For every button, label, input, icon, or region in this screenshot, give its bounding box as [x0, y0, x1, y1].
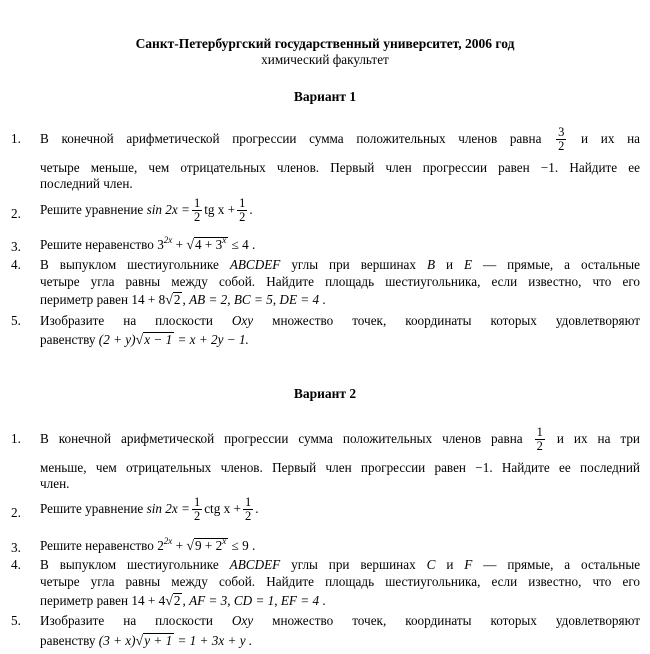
fraction: [192, 496, 202, 523]
problem-text: периметр равен: [40, 292, 129, 307]
problem-text-line: четыре меньше, чем отрицательных членов. Первый член прогрессии равен −1. Найдите ее: [40, 160, 640, 175]
polygon-name: ABCDEF: [229, 557, 281, 572]
vertex-label: E: [464, 257, 473, 272]
radicand: [194, 237, 228, 253]
problem-text: периметр равен: [40, 593, 129, 608]
radical-sign: √: [165, 293, 173, 308]
problem-number: 4.: [11, 257, 21, 272]
problem-text: и: [446, 557, 454, 572]
fraction-numerator: 1: [239, 196, 246, 211]
problem-text-line: [40, 313, 640, 330]
side-length: AF = 3: [189, 593, 228, 608]
problem-number: 1.: [11, 131, 21, 146]
problem-number: 3.: [11, 239, 21, 254]
equation-part: .: [249, 202, 253, 217]
radical-sign: √: [165, 594, 173, 609]
problem-text: В выпуклом шестиугольнике: [40, 257, 219, 272]
variant-2-heading: Вариант 2: [293, 386, 357, 401]
problem-text: углы при вершинах: [291, 557, 416, 572]
radicand-text: 4 + 3: [195, 237, 223, 252]
exponent: 2x: [163, 235, 173, 245]
vertex-label: C: [426, 557, 436, 572]
equation-part: .: [255, 501, 259, 516]
problem-number: 5.: [11, 313, 21, 328]
equation-part: (3 + x): [98, 633, 136, 648]
problem-number: 2.: [11, 505, 21, 520]
problem-text: Изобразите на плоскости: [40, 313, 213, 328]
equation-part: sin 2x =: [146, 501, 190, 516]
side-length: BC = 5: [233, 292, 273, 307]
problem-text: и их на: [581, 131, 640, 146]
problem-text: Решите неравенство: [40, 237, 154, 252]
radicand: x − 1: [144, 332, 173, 347]
side-length: CD = 1: [233, 593, 275, 608]
fraction: [243, 496, 253, 523]
equation-part: ≤ 9 .: [231, 538, 256, 553]
radicand: y + 1: [144, 633, 173, 648]
problem-text: В конечной арифметической прогрессии сумма положительных членов равна: [40, 131, 542, 146]
problem-text-line: последний член.: [40, 176, 133, 191]
problem-text-line: меньше, чем отрицательных членов. Первый член прогрессии равен −1. Найдите ее последний: [40, 460, 640, 475]
problem-text-line: четыре угла равны между собой. Найдите площадь шестиугольника, если известно, что его: [40, 274, 640, 289]
equation-part: (2 + y): [98, 332, 136, 347]
problem-text: углы при вершинах: [291, 257, 417, 272]
document-title: Санкт-Петербургский государственный университет, 2006 год: [135, 36, 515, 51]
fraction-denominator: 2: [193, 210, 201, 225]
problem-text: В конечной арифметической прогрессии сумма положительных членов равна: [40, 431, 523, 446]
problem-text-line: [40, 538, 640, 556]
fraction-numerator: 1: [193, 495, 201, 510]
problem-text: множество точек, координаты которых удовлетворяют: [272, 613, 641, 628]
equation-part: +: [175, 237, 184, 252]
problem-text: Решите уравнение: [40, 202, 144, 217]
problem-text-line: [40, 122, 640, 156]
variant-1-heading: Вариант 1: [293, 89, 357, 104]
polygon-name: ABCDEF: [229, 257, 281, 272]
fraction-numerator: 1: [193, 196, 201, 211]
problem-text-line: [40, 194, 640, 226]
fraction-denominator: 2: [536, 439, 543, 454]
problem-number: 4.: [11, 557, 21, 572]
equation-part: +: [175, 538, 184, 553]
fraction-denominator: 2: [239, 210, 246, 225]
problem-text: — прямые, а остальные: [483, 557, 641, 572]
problem-text: равенству: [40, 633, 96, 648]
radicand: [194, 538, 228, 554]
fraction-numerator: 1: [536, 425, 543, 440]
fraction: [556, 126, 566, 153]
radical-sign: √: [135, 333, 144, 348]
problem-text-line: [40, 493, 640, 525]
problem-text-line: четыре угла равны между собой. Найдите площадь шестиугольника, если известно, что его: [40, 574, 640, 589]
exponent: 2x: [163, 536, 173, 546]
fraction-denominator: 2: [558, 139, 565, 154]
radical-sign: √: [186, 238, 195, 253]
radical-sign: √: [135, 634, 144, 649]
problem-number: 2.: [11, 206, 21, 221]
problem-number: 1.: [11, 431, 21, 446]
problem-text-line: периметр равен 14 + 4√2 , AF = 3, CD = 1, EF = 4 .: [40, 593, 326, 609]
equation-part: ≤ 4 .: [231, 237, 256, 252]
problem-text-line: [40, 332, 640, 350]
problem-text: равенству: [40, 332, 96, 347]
vertex-label: F: [464, 557, 473, 572]
problem-text-line: [40, 237, 640, 255]
equation-part: sin 2x =: [146, 202, 190, 217]
equation-part: = x + 2y − 1.: [177, 332, 249, 347]
vertex-label: B: [426, 257, 436, 272]
fraction-denominator: 2: [244, 509, 252, 524]
equation-part: .: [322, 593, 326, 608]
fraction: [535, 426, 545, 453]
equation-part: tg x +: [204, 202, 236, 217]
problem-number: 5.: [11, 613, 21, 628]
exponent: x: [222, 536, 227, 546]
equation-part: 14 + 8: [131, 292, 166, 307]
side-length: AB = 2: [189, 292, 228, 307]
equation-part: 3: [157, 237, 164, 252]
problem-text-line: [40, 613, 640, 630]
equation-part: 14 + 4: [131, 593, 166, 608]
equation-part: .: [322, 292, 326, 307]
document-subtitle: химический факультет: [261, 52, 389, 67]
problem-text-line: периметр равен 14 + 8√2 , AB = 2, BC = 5, DE = 4 .: [40, 292, 326, 308]
problem-text-line: член.: [40, 476, 70, 491]
problem-number: 3.: [11, 540, 21, 555]
equation-part: ctg x +: [204, 501, 241, 516]
fraction: [192, 197, 202, 224]
radicand: 2: [173, 593, 181, 608]
problem-text: В выпуклом шестиугольнике: [40, 557, 219, 572]
fraction-denominator: 2: [193, 509, 201, 524]
exponent: x: [222, 235, 227, 245]
fraction-numerator: 3: [558, 125, 565, 140]
problem-text-line: [40, 557, 640, 574]
problem-text: и: [445, 257, 454, 272]
problem-text: Решите уравнение: [40, 501, 144, 516]
problem-text-line: [40, 257, 640, 274]
side-length: EF = 4: [280, 593, 320, 608]
problem-text-line: [40, 633, 640, 651]
problem-text: Изобразите на плоскости: [40, 613, 213, 628]
problem-text: и их на три: [556, 431, 640, 446]
equation-part: 2: [157, 538, 164, 553]
problem-text: множество точек, координаты которых удовлетворяют: [272, 313, 641, 328]
fraction: [237, 197, 247, 224]
plane-name: Oxy: [231, 613, 254, 628]
radicand: 2: [173, 292, 181, 307]
problem-text: Решите неравенство: [40, 538, 154, 553]
equation-part: = 1 + 3x + y .: [177, 633, 253, 648]
problem-text: — прямые, а остальные: [483, 257, 641, 272]
side-length: DE = 4: [279, 292, 320, 307]
problem-text-line: [40, 422, 640, 456]
radicand-text: 9 + 2: [195, 538, 223, 553]
plane-name: Oxy: [231, 313, 254, 328]
radical-sign: √: [186, 539, 195, 554]
fraction-numerator: 1: [244, 495, 252, 510]
